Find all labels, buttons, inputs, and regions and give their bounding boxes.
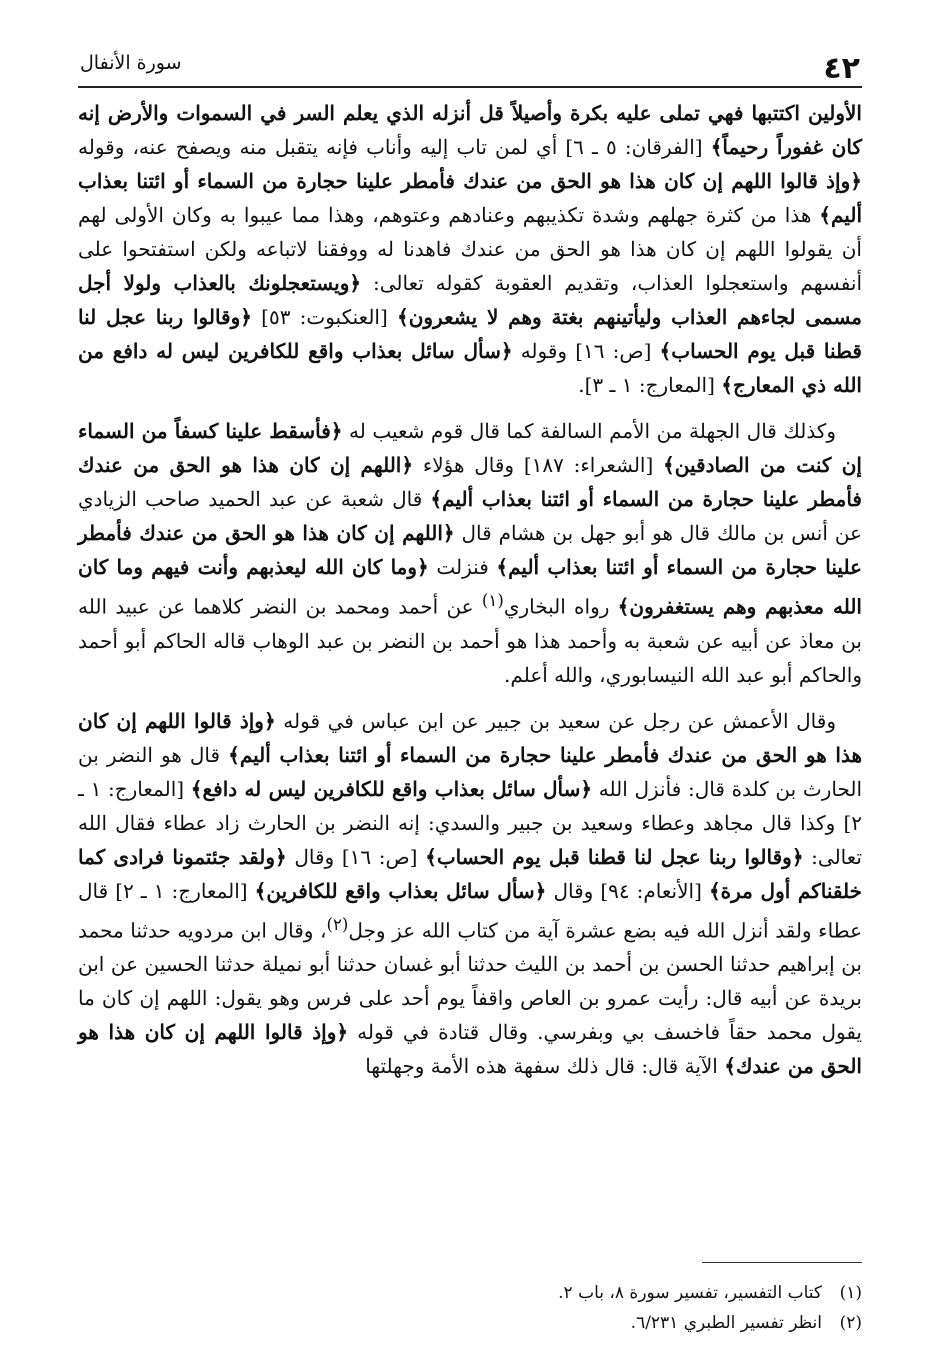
body-text: رواه البخاري	[503, 594, 618, 619]
body-text: ، وقال ابن مردويه حدثنا محمد بن إبراهيم حدثنا الحسن بن أحمد بن الليث حدثنا أبو غسان حدثنا أبو نميلة حدثنا الحسين عن ابن بريدة عن أبيه قال: رأيت عمرو بن العاص واقفاً يوم أحد على فرس وهو يقول: اللهم إن كان ما يقول محمد حقاً فاخسف بي وبفرسي. وقال قتادة في قوله	[78, 918, 862, 1045]
quran-verse: ﴿سأل سائل بعذاب واقع للكافرين ليس له دافع من الله ذي المعارج﴾	[78, 339, 862, 397]
quran-verse: ﴿وما كان الله ليعذبهم وأنت فيهم وما كان الله معذبهم وهم يستغفرون﴾	[78, 555, 862, 619]
body-text: قال شعبة عن عبد الحميد صاحب الزيادي عن أنس بن مالك قال هو أبو جهل بن هشام قال	[78, 487, 862, 545]
quran-verse: ﴿وقالوا ربنا عجل لنا قطنا قبل يوم الحساب﴾	[78, 305, 862, 363]
surah-title: سورة الأنفال	[80, 52, 182, 74]
body-text: هذا من كثرة جهلهم وشدة تكذيبهم وعنادهم وعتوهم، وهذا مما عيبوا به وكان الأولى لهم أن يقولوا اللهم إن كان هذا هو الحق من عندك فاهدنا له ووفقنا لاتباعه ولكن استفتحوا على أنفسهم واستعجلوا العذاب، وتقديم العقوبة كقوله تعالى:	[78, 203, 863, 295]
body-text: [ص: ١٦] وقوله	[512, 339, 660, 363]
quran-verse: ﴿وقالوا ربنا عجل لنا قطنا قبل يوم الحساب﴾	[425, 844, 804, 869]
quran-verse: ﴿ولقد جئتمونا فرادى كما خلقناكم أول مرة﴾	[78, 844, 862, 903]
quran-verse: ﴿سأل سائل بعذاب واقع للكافرين ليس له دافع﴾	[190, 776, 593, 801]
quran-verse: ﴿فأسقط علينا كسفاً من السماء إن كنت من الصادقين﴾	[78, 419, 862, 477]
body-text: قال هو النضر بن الحارث بن كلدة قال: فأنزل الله	[78, 742, 863, 801]
body-text: عن أحمد ومحمد بن النضر كلاهما عن عبيد الله بن معاذ عن أبيه عن شعبة به وأحمد هذا هو أحمد بن النضر بن عبد الوهاب قاله الحاكم أبو أحمد والحاكم أبو عبد الله النيسابوري، والله أعلم.	[78, 594, 862, 687]
quran-verse: ﴿اللهم إن كان هذا هو الحق من عندك فأمطر علينا حجارة من السماء أو ائتنا بعذاب أليم﴾	[78, 521, 862, 579]
page-header	[78, 44, 862, 88]
footnote-divider	[702, 1262, 862, 1263]
body-text: [الأنعام: ٩٤] وقال	[546, 878, 709, 903]
quran-verse: ﴿وإذ قالوا اللهم إن كان هذا هو الحق من عندك فأمطر علينا حجارة من السماء أو ائتنا بعذاب أليم﴾	[78, 708, 862, 767]
footnote-number: (١)	[839, 1283, 862, 1303]
body-text: [المعارج: ١ ـ ٢] قال عطاء ولقد أنزل الله فيه بضع عشرة آية من كتاب الله عز وجل	[78, 878, 862, 943]
footnote-ref-2[interactable]: (٢)	[326, 914, 349, 934]
body-text: وكذلك قال الجهلة من الأمم السالفة كما قال قوم شعيب له	[342, 419, 836, 443]
quran-verse: ﴿وإذ قالوا اللهم إن كان هذا هو الحق من عندك﴾	[78, 1020, 862, 1079]
body-text: [الشعراء: ١٨٧] وقال هؤلاء	[413, 453, 664, 477]
paragraph-3	[78, 704, 862, 1084]
page-number: ٤٢	[823, 51, 860, 86]
body-text: [الفرقان: ٥ ـ ٦] أي لمن تاب إليه وأناب فإنه يتقبل منه ويصفح عنه، وقوله	[78, 135, 711, 159]
footnote-number: (٢)	[839, 1313, 862, 1333]
page-body	[78, 96, 862, 1095]
footnote-text: انظر تفسير الطبري ٦/٢٣١.	[630, 1313, 822, 1333]
body-text: فنزلت	[428, 555, 497, 579]
quran-verse: ﴿سأل سائل بعذاب واقع للكافرين﴾	[254, 878, 547, 903]
footnote-1	[78, 1278, 862, 1308]
body-text: [العنكبوت: ٥٣]	[251, 305, 397, 329]
footnote-2	[78, 1308, 862, 1338]
body-text: الآية قال: قال ذلك سفهة هذه الأمة وجهلتها	[365, 1054, 725, 1079]
body-text: [المعارج: ١ ـ ٣].	[578, 373, 722, 397]
footnotes	[78, 1278, 862, 1338]
quran-verse: ﴿اللهم إن كان هذا هو الحق من عندك فأمطر علينا حجارة من السماء أو ائتنا بعذاب أليم﴾	[78, 453, 862, 511]
body-text: [المعارج: ١ ـ ٢] وكذا قال مجاهد وعطاء وسعيد بن جبير والسدي: إنه النضر بن الحارث زاد عطاء فقال الله تعالى:	[78, 776, 862, 869]
quran-verse: الأولين اكتتبها فهي تملى عليه بكرة وأصيلاً قل أنزله الذي يعلم السر في السموات والأرض إنه كان غفوراً رحيماً﴾	[78, 101, 862, 159]
paragraph-1	[78, 96, 862, 402]
body-text: [ص: ١٦] وقال	[286, 844, 426, 869]
body-text: وقال الأعمش عن رجل عن سعيد بن جبير عن ابن عباس في قوله	[275, 708, 836, 733]
footnote-text: كتاب التفسير، تفسير سورة ٨، باب ٢.	[558, 1283, 822, 1303]
paragraph-2	[78, 414, 862, 692]
quran-verse: ﴿وإذ قالوا اللهم إن كان هذا هو الحق من عندك فأمطر علينا حجارة من السماء أو ائتنا بعذاب أليم﴾	[78, 169, 862, 227]
quran-verse: ﴿ويستعجلونك بالعذاب ولولا أجل مسمى لجاءهم العذاب وليأتينهم بغتة وهم لا يشعرون﴾	[78, 271, 862, 329]
footnote-ref-1[interactable]: (١)	[481, 591, 504, 610]
